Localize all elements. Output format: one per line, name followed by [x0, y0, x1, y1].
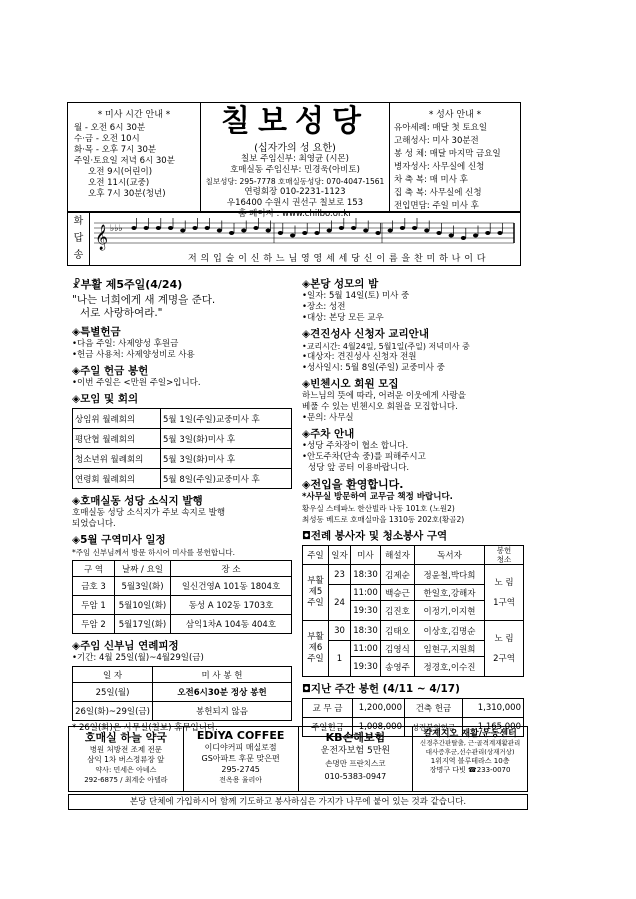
- music-note: [156, 226, 161, 230]
- table-row: 일 자 미 사 봉 헌: [73, 667, 292, 683]
- table-row: 평단협 월례회의 5월 3일(화)미사 후: [73, 429, 292, 449]
- sacrament-line: 고해성사: 미사 30분전: [394, 136, 479, 146]
- sacrament-box: [389, 102, 521, 212]
- music-note: [205, 226, 210, 230]
- visit-note: *주임 신부님께서 방문 하시어 미사를 봉헌합니다.: [72, 548, 235, 557]
- mass-line: 화·목 - 오후 7시 30분: [74, 145, 157, 155]
- svg-text:♭♭♭: ♭♭♭: [110, 224, 123, 234]
- church-info: 칠보 주임신부: 최영균 (시몬): [241, 154, 349, 164]
- sacrament-line: 유아세례: 매달 첫 토요일: [394, 123, 488, 133]
- ad-coffee: EDIYA COFFEE 이디야커피 매실로점 GS아파트 후문 맞은편 295-2745 전옥용 율리아: [184, 727, 299, 791]
- table-row: 부활 제5 주일 23 18:30 김제순 정윤철,박다희 노 림 1구역: [303, 565, 524, 585]
- mass-line: 수·금 - 오전 10시: [74, 134, 140, 144]
- sacrament-line: 병자성사: 사무실에 신청: [394, 162, 485, 172]
- sacrament-line: 집 축 복: 사무실에 신청: [394, 188, 482, 198]
- priest-note: * 26일(화)은 사무실(칠보) 휴무입니다.: [72, 723, 218, 733]
- table-row: 금호 3 5월3일(화) 일신건영A 101동 1804호: [73, 577, 292, 596]
- sunday-verse: "나는 너희에게 새 계명을 준다. 서로 사랑하여라.": [72, 294, 216, 319]
- church-homepage[interactable]: 홈 페이지 : www.chilbo.or.kr: [238, 209, 352, 219]
- table-row: 26일(화)~29일(금) 봉헌되지 않음: [73, 702, 292, 721]
- table-row: 24 11:00 백승근 한일호,강해자: [303, 585, 524, 601]
- music-note: [192, 226, 197, 230]
- music-note: [424, 229, 429, 233]
- priest-title: ◈주임 신부님 연례피정: [72, 640, 179, 652]
- mass-line: 주일·토요일 저녁 6시 30분: [74, 156, 175, 166]
- music-note: [449, 234, 454, 238]
- bless-title: ◈본당 성모의 밤: [302, 278, 379, 290]
- music-note: [339, 226, 344, 230]
- parking-title: ◈주차 안내: [302, 428, 355, 440]
- music-note: [461, 236, 466, 240]
- visit-table: [72, 560, 292, 634]
- church-patron: (십자가의 성 요한): [254, 143, 336, 154]
- confirm-line: •대상자: 견진성사 신청자 전원: [302, 352, 417, 362]
- meeting-table: [72, 408, 292, 489]
- mass-title: * 미사 시간 안내 *: [97, 110, 171, 120]
- sacrament-line: 봉 성 체: 매달 마지막 금요일: [394, 149, 501, 159]
- table-row: 상임위 월례회의 5월 1일(주일)교중미사 후: [73, 409, 292, 429]
- table-row: 19:30 김진호 이정기,이지현: [303, 601, 524, 621]
- parking-line: •성당 주차장이 협소 합니다.: [302, 441, 409, 451]
- mass-sunday: 오전 11시(교중): [88, 178, 150, 188]
- music-note: [412, 226, 417, 230]
- bless-line: •일자: 5월 14일(토) 미사 중: [302, 291, 410, 301]
- responsorial-psalm: [67, 212, 521, 266]
- welcome-line: 황우실 스테파노 한산빌라 나동 101호 (노원2): [302, 504, 455, 513]
- table-row: 청소년위 월례회의 5월 3일(화)미사 후: [73, 449, 292, 469]
- music-note: [302, 231, 307, 235]
- service-table: [302, 545, 524, 677]
- music-note: [351, 226, 356, 230]
- table-row: 두암 1 5월10일(화) 동성 A 102동 1703호: [73, 596, 292, 615]
- table-row: 25일(월) 오전6시30분 정상 봉헌: [73, 683, 292, 702]
- music-note: [131, 226, 136, 230]
- music-note: [473, 234, 478, 238]
- sunday-title: ☧부활 제5주일(4/24): [72, 278, 183, 291]
- collection-title: ◈특별헌금: [72, 326, 121, 338]
- confirm-line: •성사일시: 5월 8일(주일) 교중미사 중: [302, 363, 445, 373]
- music-note: [266, 229, 271, 233]
- church-info: 호매실동 주임신부: 민경욱(아비토): [230, 165, 360, 175]
- music-note: [253, 226, 258, 230]
- music-note: [168, 226, 173, 230]
- sacrament-line: 차 축 복: 매 미사 후: [394, 175, 468, 185]
- vincent-title: ◈빈첸시오 회원 모집: [302, 378, 399, 390]
- church-name: 칠보성당: [221, 104, 369, 139]
- table-row: 부활 제6 주일 30 18:30 김태오 이상호,김명순 노 림 2구역: [303, 621, 524, 641]
- mass-line: 월 - 오전 6시 30분: [74, 123, 146, 133]
- hymn-lyrics: 저 의 입 술 이 신 하 느 님 영 영 세 세 당 신 이 름 을 찬 미 하 나 이 다: [188, 254, 486, 264]
- table-row: 주일 일자 미사 해설자 독서자 봉헌 청소: [303, 546, 524, 565]
- news-line: 되었습니다.: [72, 519, 116, 529]
- table-row: 19:30 송영주 정경호,이수진: [303, 657, 524, 677]
- church-phones: 칠보성당: 295-7778 호매실동성당: 070-4047-1561: [205, 177, 385, 186]
- music-note: [375, 231, 380, 235]
- news-title: ◈호매실동 성당 소식지 발행: [72, 495, 203, 507]
- music-staff: [92, 217, 518, 251]
- ad-insurance: KB손해보험 운전자보험 5만원 손명만 프란치스코 010-5383-0947: [299, 727, 414, 791]
- table-row: 구 역 날짜 / 요일 장 소: [73, 561, 292, 577]
- table-row: 1 11:00 김영식 임현구,지원희: [303, 641, 524, 657]
- bless-line: •대상: 본당 모든 교우: [302, 313, 384, 323]
- music-note: [229, 231, 234, 235]
- table-row: 두암 2 5월17일(화) 삼익1차A 104동 404호: [73, 615, 292, 634]
- hymn-label: 화 답 송: [68, 213, 90, 265]
- ad-rehab: 칼제지오 재활/운동센터 신경추간판탈출, 근·골격계재활관리 대사증후군,선수관리(상재거상) 1위지역 블루테라스 10층 장명구 다빗 ☎233-0070: [419, 729, 521, 774]
- confirm-title: ◈견진성사 신청자 교리안내: [302, 328, 429, 340]
- service-title: ◘전례 봉사자 및 청소봉사 구역: [302, 530, 448, 542]
- music-note: [278, 231, 283, 235]
- mass-sunday: 오후 7시 30분(청년): [88, 189, 166, 199]
- collection-line: •헌금 사용처: 사제양성비로 사용: [72, 350, 195, 360]
- music-note: [290, 234, 295, 238]
- offer-title: ◘지난 주간 봉헌 (4/11 ~ 4/17): [302, 683, 460, 695]
- offering-title: ◈주일 헌금 봉헌: [72, 365, 149, 377]
- music-note: [217, 229, 222, 233]
- vincent-line: 하느님의 뜻에 따라, 어려운 이웃에게 사랑을: [302, 391, 467, 401]
- welcome-line: 최성동 베드로 호매실마을 1310동 202호(황골2): [302, 515, 465, 524]
- church-contact: 연령회장 010-2231-1123: [244, 187, 346, 197]
- visit-title: ◈5월 구역미사 일정: [72, 534, 166, 546]
- mass-sunday: 오전 9시(어린이): [88, 167, 153, 177]
- bless-line: •장소: 성전: [302, 302, 346, 312]
- table-row: 교 무 금 1,200,000 건축 헌금 1,310,000: [303, 699, 524, 718]
- priest-table: [72, 666, 292, 721]
- welcome-line: *사무실 방문하여 교무금 책정 바랍니다.: [302, 492, 453, 502]
- music-note: [436, 231, 441, 235]
- sacrament-line: 전입면담: 주일 미사 후: [394, 201, 479, 211]
- music-note: [400, 226, 405, 230]
- table-row: 연령회 월례회의 5월 8일(주일)교중미사 후: [73, 469, 292, 489]
- priest-period: •기간: 4월 25일(월)~4월29일(금): [72, 653, 204, 663]
- mass-time-box: [67, 102, 201, 212]
- parking-line: •안도주차(단속 중)를 피해주시고: [302, 452, 426, 462]
- ads-bar: [68, 726, 528, 792]
- treble-clef-icon: 𝄞: [95, 225, 109, 250]
- collection-line: •다음 주일: 사제양성 후원금: [72, 339, 179, 349]
- offering-line: •이번 주일은 <만원 주일>입니다.: [72, 378, 201, 388]
- music-note: [497, 231, 502, 235]
- meeting-title: ◈모임 및 회의: [72, 393, 139, 405]
- vincent-line: 베풀 수 있는 빈첸시오 회원을 모집합니다.: [302, 402, 458, 412]
- music-note: [241, 229, 246, 233]
- news-line: 호매실동 성당 소식지가 주보 속지로 발행: [72, 508, 226, 518]
- parking-line: 성당 앞 공터 이용바랍니다.: [308, 463, 410, 473]
- vincent-line: •문의: 사무실: [302, 413, 354, 423]
- church-address: 우16400 수원시 권선구 칠보로 153: [226, 198, 364, 208]
- welcome-title: ◈전입을 환영합니다.: [302, 478, 404, 491]
- confirm-line: •교리시간: 4월24일, 5월1일(주일) 저녁미사 중: [302, 342, 470, 351]
- ad-pharmacy: 호매실 하늘 약국 병원 처방전 조제 전문 삼익 1차 버스정류장 앞 약사: 민세은 아녜스 292-6875 / 최계순 아델라: [69, 727, 184, 791]
- music-note: [314, 231, 319, 235]
- music-note: [327, 229, 332, 233]
- music-note: [388, 229, 393, 233]
- sacrament-title: * 성사 안내 *: [428, 110, 482, 120]
- table-row: 주일헌금 1,008,000 성전봉헌헌금 1,165,000: [303, 718, 524, 737]
- music-note: [485, 231, 490, 235]
- footer-quote: 본당 단체에 가입하시어 함께 기도하고 봉사하심은 가지가 나무에 붙어 있는 것과 같습니다.: [68, 794, 528, 810]
- music-note: [363, 229, 368, 233]
- music-note: [144, 226, 149, 230]
- music-note: [180, 229, 185, 233]
- church-box: [200, 102, 390, 219]
